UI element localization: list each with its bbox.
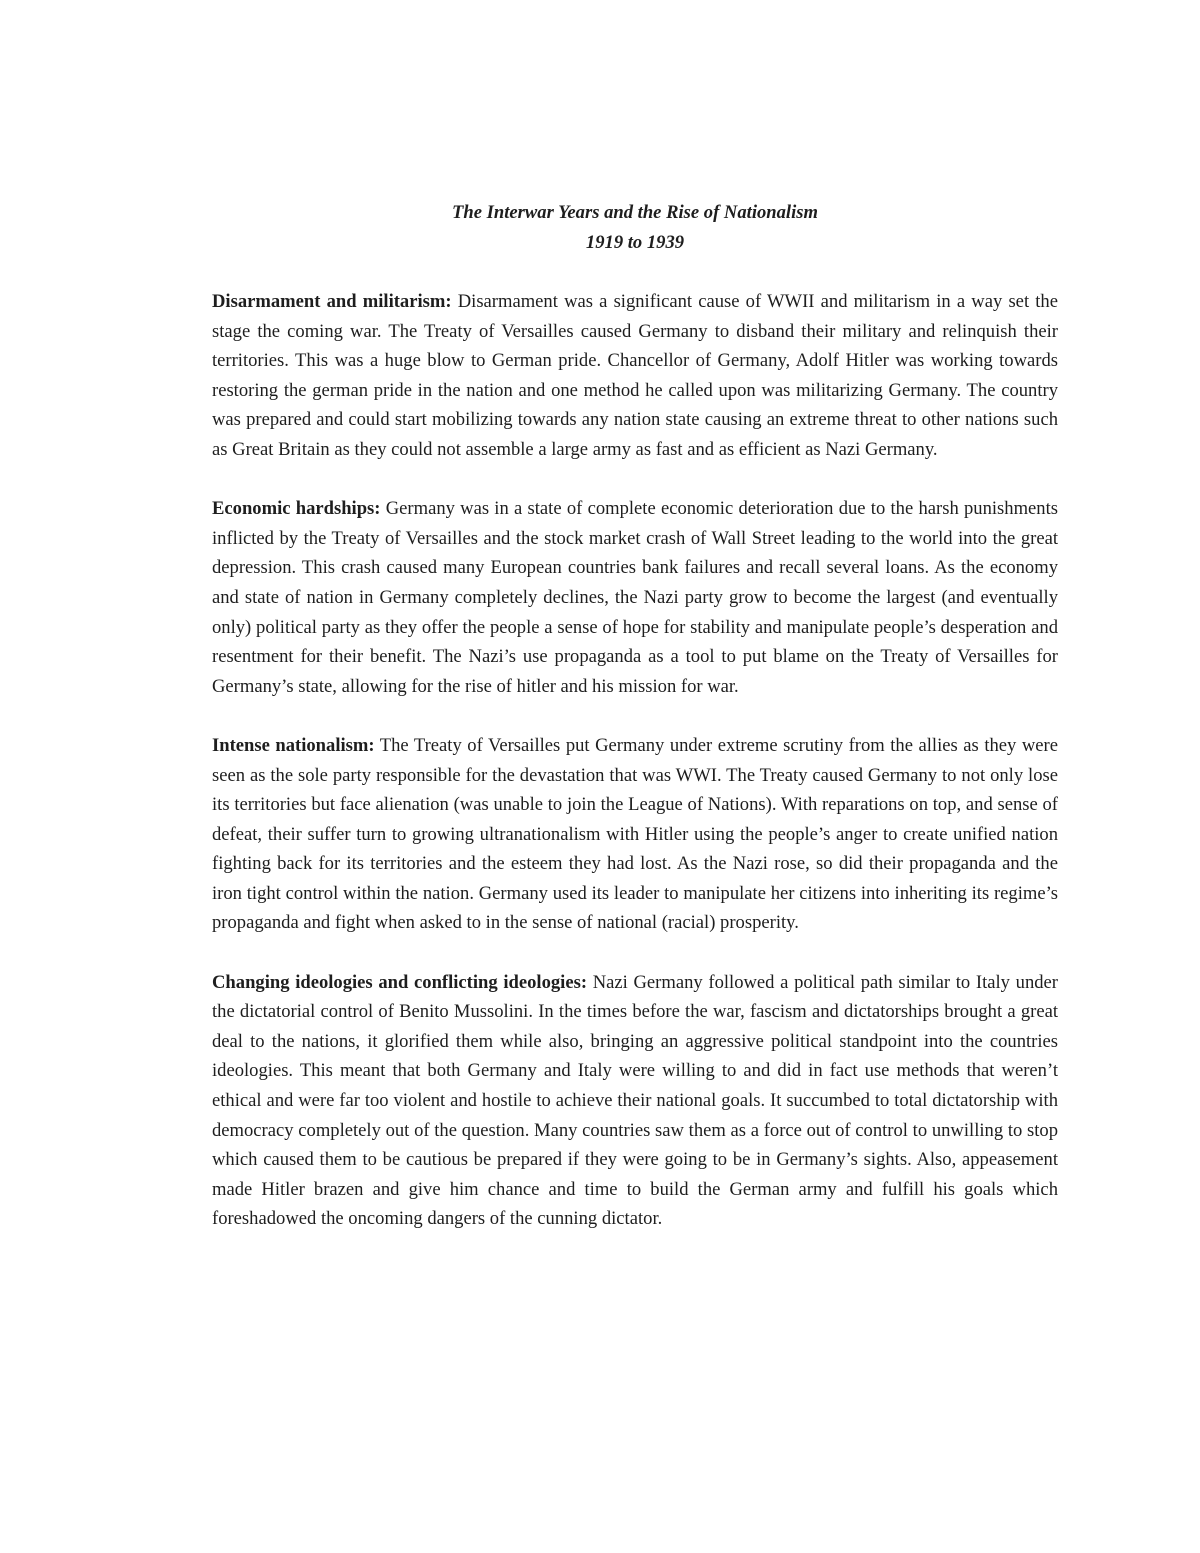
section-heading: Disarmament and militarism: [212, 291, 452, 312]
document-title: The Interwar Years and the Rise of Nationalism [452, 202, 818, 223]
section-heading: Changing ideologies and conflicting ideologies: [212, 971, 588, 993]
section-economic-hardships [212, 494, 1058, 701]
section-heading: Economic hardships: [212, 498, 381, 520]
section-disarmament [212, 287, 1058, 465]
section-body: Disarmament was a significant cause of WWII and militarism in a way set the stage the coming war. The Treaty of Versailles caused Germany to disband their military and relinquish their territories. This was a huge blow to German pride. Chancellor of Germany, Adolf Hitler was working towards restoring the german pride in the nation and one method he called upon was militarizing Germany. The country was prepared and could start mobilizing towards any nation state causing an extreme threat to other nations such as Great Britain as they could not assemble a large army as fast and as efficient as Nazi Germany. [212, 291, 1058, 460]
section-heading: Intense nationalism: [212, 734, 375, 756]
section-intense-nationalism [212, 731, 1058, 938]
section-ideologies [212, 968, 1058, 1234]
document-page [212, 198, 1058, 1264]
title-block [212, 198, 1058, 258]
section-body: Nazi Germany followed a political path similar to Italy under the dictatorial control of Benito Mussolini. In the times before the war, fascism and dictatorships brought a great deal to the nations, it glorified them while also, bringing an aggressive political standpoint into the countries ideologies. This meant that both Germany and Italy were willing to and did in fact use methods that weren’t ethical and were far too violent and hostile to achieve their national goals. It succumbed to total dictatorship with democracy completely out of the question. Many countries saw them as a force out of control to unwilling to stop which caused them to be cautious be prepared if they were going to be in Germany’s sights. Also, appeasement made Hitler brazen and give him chance and time to build the German army and fulfill his goals which foreshadowed the oncoming dangers of the cunning dictator. [212, 971, 1058, 1230]
document-subtitle: 1919 to 1939 [585, 232, 685, 253]
section-body: Germany was in a state of complete economic deterioration due to the harsh punishments inflicted by the Treaty of Versailles and the stock market crash of Wall Street leading to the world into the great depression. This crash caused many European countries bank failures and recall several loans. As the economy and state of nation in Germany completely declines, the Nazi party grow to become the largest (and eventually only) political party as they offer the people a sense of hope for stability and manipulate people’s desperation and resentment for their benefit. The Nazi’s use propaganda as a tool to put blame on the Treaty of Versailles for Germany’s state, allowing for the rise of hitler and his mission for war. [212, 498, 1058, 697]
section-body: The Treaty of Versailles put Germany under extreme scrutiny from the allies as they were seen as the sole party responsible for the devastation that was WWI. The Treaty caused Germany to not only lose its territories but face alienation (was unable to join the League of Nations). With reparations on top, and sense of defeat, their suffer turn to growing ultranationalism with Hitler using the people’s anger to create unified nation fighting back for its territories and the esteem they had lost. As the Nazi rose, so did their propaganda and the iron tight control within the nation. Germany used its leader to manipulate her citizens into inheriting its regime’s propaganda and fight when asked to in the sense of national (racial) prosperity. [212, 734, 1058, 934]
